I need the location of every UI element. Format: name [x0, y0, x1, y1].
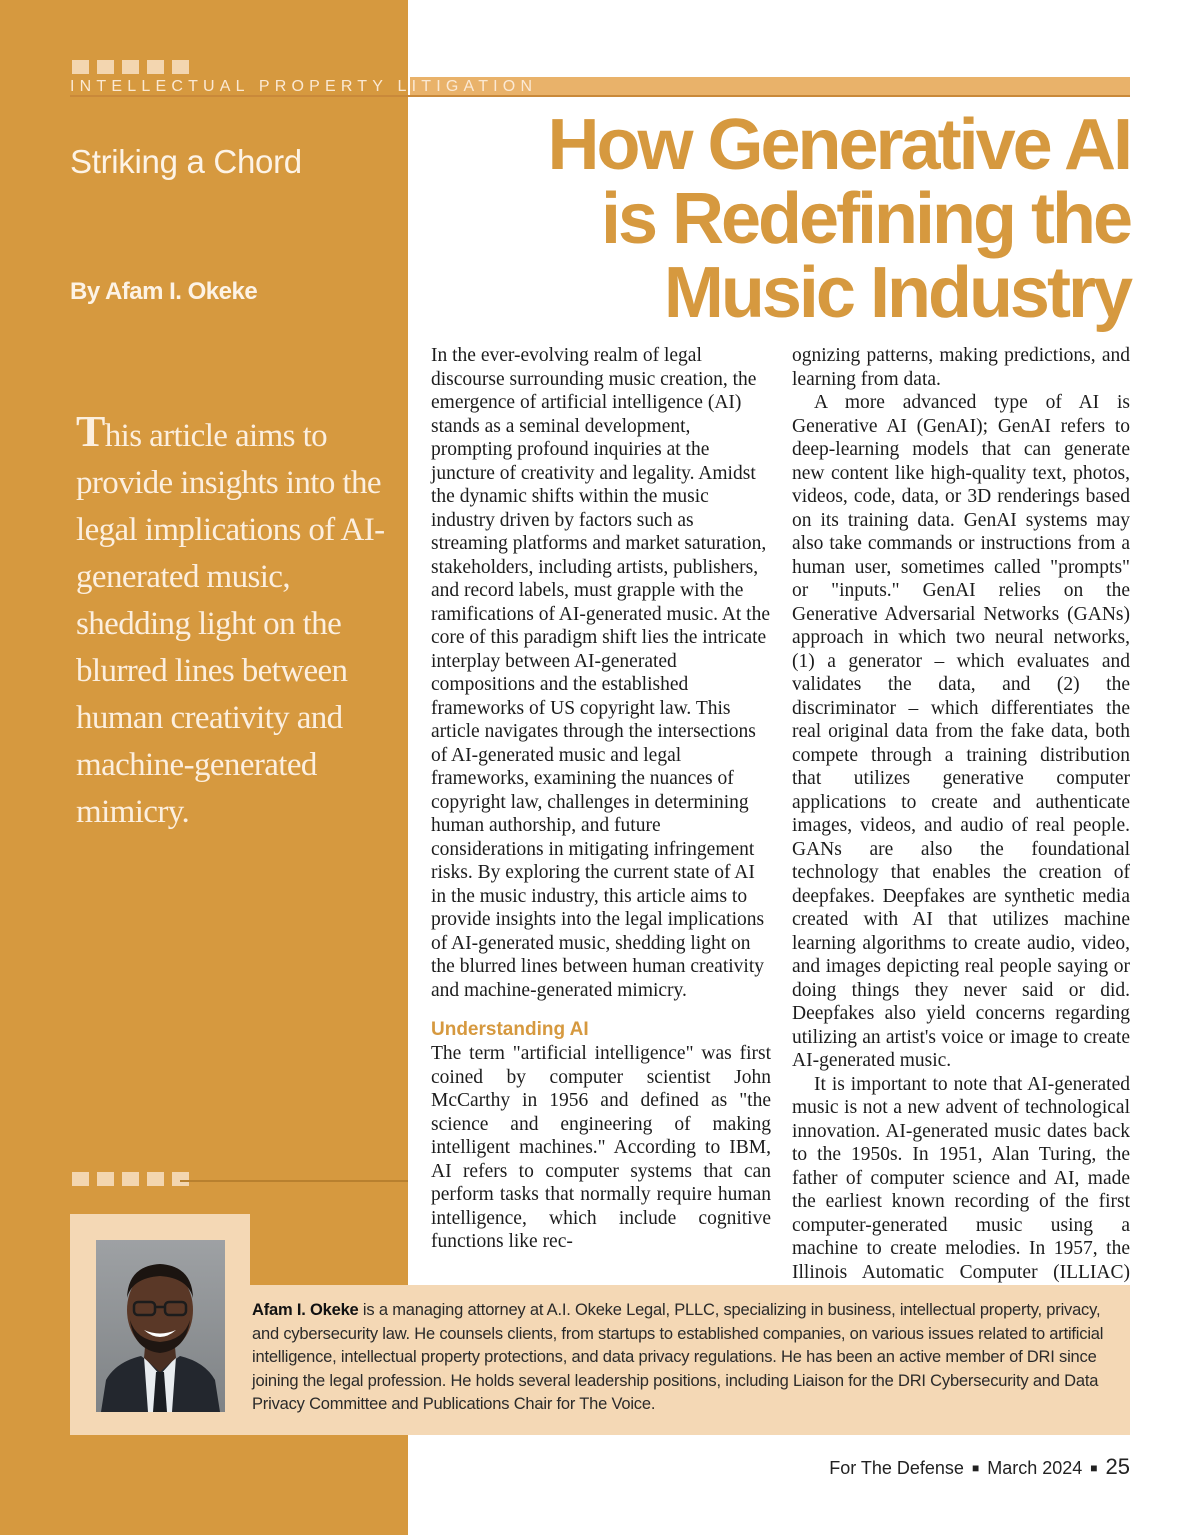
headline-line-2: is Redefining the [600, 179, 1130, 259]
author-bio-text [252, 1299, 1112, 1417]
subhead-understanding-ai: Understanding AI [431, 1019, 589, 1040]
section-header-bar [70, 77, 1130, 97]
pull-quote [76, 408, 396, 836]
headline-line-1: How Generative AI [547, 105, 1130, 185]
footer-separator-bullet: ■ [971, 1461, 980, 1475]
pull-quote-drop-letter: T [76, 407, 105, 456]
section-label: INTELLECTUAL PROPERTY LITIGATION [70, 78, 538, 95]
headline-line-3: Music Industry [663, 253, 1130, 333]
footer-publication: For The Defense [829, 1458, 964, 1478]
kicker: Striking a Chord [70, 143, 302, 180]
footer-page-number: 25 [1105, 1454, 1130, 1479]
footer-date: March 2024 [987, 1458, 1083, 1478]
article-paragraph-2: A more advanced type of AI is Generative AI (GenAI); GenAI refers to deep-learning models that can generate new content like high-quality text, photos, videos, code, data, or 3D renderings based on its training data. GenAI systems may also take commands or instructions from a human user, sometimes called "prompts" or "inputs." GenAI relies on the Generative Adversarial Networks (GANs) approach in which two neural networks, (1) a generator – which evaluates and validates the data, and (2) the discriminator – which differentiates the real original data from the fake data, both compete through a training distribution that utilizes generative computer applications to create and authenticate images, videos, and audio of real people. GANs are also the foundational technology that enables the creation of deepfakes. Deepfakes are synthetic media created with AI that utilizes machine learning algorithms to create audio, video, and images depicting real people saying or doing things they never said or did. Deepfakes also yield concerns regarding utilizing an artist's voice or image to create AI-generated music. [792, 392, 1130, 1071]
article-paragraph-3: It is important to note that AI-generated music is not a new advent of technological innovation. AI-generated music dates back to the 1950s. In 1951, Alan Turing, the father of computer science and AI, made the earliest known recording of the first computer-generated music using a machine to create melodies. In 1957, the Illinois Automatic Computer (ILLIAC) [792, 1073, 1130, 1283]
article-paragraph-1-continued: ognizing patterns, making predictions, and learning from data. [792, 345, 1130, 390]
headline [490, 105, 1130, 333]
bio-description: is a managing attorney at A.I. Okeke Legal, PLLC, specializing in business, intellectual property, privacy, and cybersecurity law. He counsels clients, from startups to established companies, on various issues related to artificial intelligence, intellectual property protections, and data privacy regulations. He has been an active member of DRI since joining the legal profession. He holds several leadership positions, including Liaison for the DRI Cybersecurity and Data Privacy Committee and Publications Chair for The Voice. [252, 1301, 1104, 1414]
footer-separator-bullet: ■ [1090, 1461, 1098, 1475]
article-paragraph-1: The term "artificial intelligence" was first coined by computer scientist John McCarthy in 1956 and defined as "the science and engineering of making intelligent machines." According to IBM, AI refers to computer systems that can perform tasks that normally require human intelligence, which include cognitive functions like rec- [431, 1043, 771, 1252]
pull-quote-text: his article aims to provide insights into the legal implications of AI-generated music, shedding light on the blurred lines between human creativity and machine-generated mimicry. [76, 418, 385, 830]
decorative-squares-bio [72, 1172, 189, 1186]
bio-divider-rule [180, 1180, 408, 1182]
article-column-2 [792, 344, 1130, 1308]
bio-author-name: Afam I. Okeke [252, 1301, 359, 1319]
page-footer [829, 1454, 1130, 1480]
article-column-1 [431, 344, 771, 1254]
article-intro: In the ever-evolving realm of legal discourse surrounding music creation, the emergence of artificial intelligence (AI) stands as a seminal development, prompting profound inquiries at the juncture of creativity and legality. Amidst the dynamic shifts within the music industry driven by factors such as streaming platforms and market saturation, stakeholders, including artists, publishers, and record labels, must grapple with the ramifications of AI-generated music. At the core of this paradigm shift lies the intricate interplay between AI-generated compositions and the established frameworks of US copyright law. This article navigates through the intersections of AI-generated music and legal frameworks, examining the nuances of copyright law, challenges in determining human authorship, and future considerations in mitigating infringement risks. By exploring the current state of AI in the music industry, this article aims to provide insights into the legal implications of AI-generated music, shedding light on the blurred lines between human creativity and machine-generated mimicry. [431, 345, 770, 1001]
author-photo [96, 1240, 225, 1412]
decorative-squares-top [72, 60, 189, 74]
byline: By Afam I. Okeke [70, 278, 258, 305]
